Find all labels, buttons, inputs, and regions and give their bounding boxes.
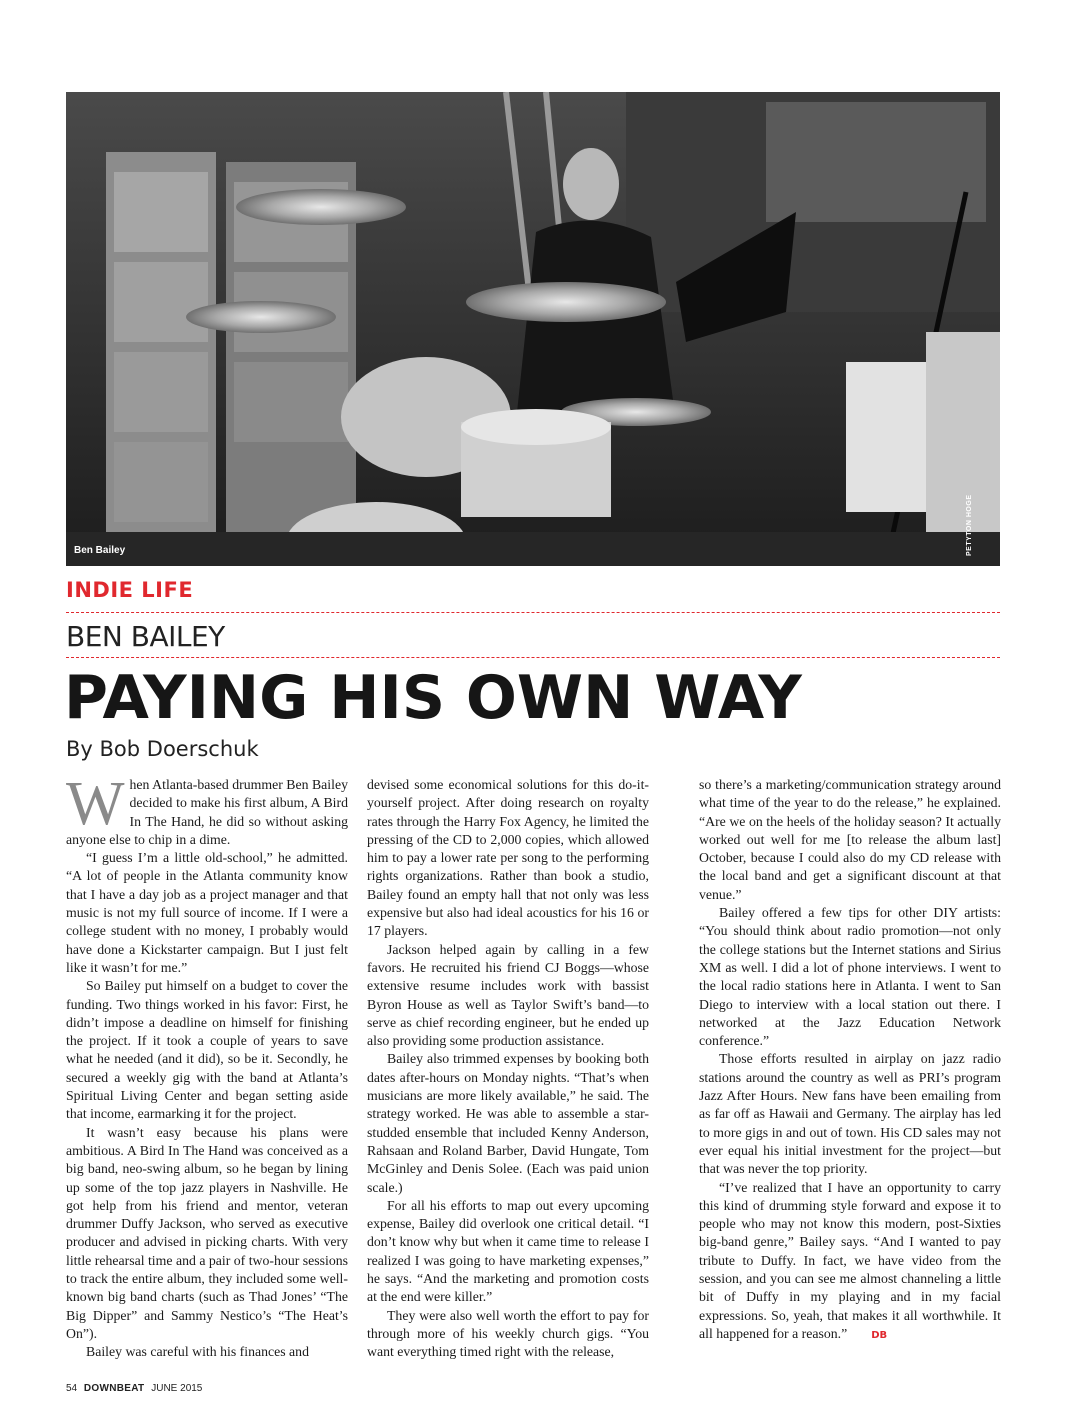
photo-credit: PETYTON HOGE — [966, 494, 973, 556]
paragraph: devised some economical solutions for this do-it-yourself project. After doing research on royalty rates through the Harry Fox Agency, he limited the pressing of the CD to 2,000 copies, which allowed him to pay a lower rate per song to the performing rights organizations. Rather than book a studio, Bailey found an empty hall that not only was less expensive but also had ideal acoustics for his 16 or 17 players. — [367, 777, 649, 939]
end-mark: DB — [871, 1329, 888, 1341]
byline: By Bob Doerschuk — [66, 737, 259, 761]
article-column-3 — [699, 776, 1001, 1345]
paragraph: “I’ve realized that I have an opportunity to carry this kind of drumming style forward and expose it to people who may not know this modern, post-Sixties big-band genre,” Bailey says. “And I wanted to pay tribute to Duffy. In fact, we have video from the session, and you can see me almost channeling a little bit of Duffy in my playing and in my facial expressions. So, yeah, that makes it all worthwhile. It all happened for a reason.” DB — [699, 1179, 1001, 1341]
divider — [66, 612, 1000, 613]
paragraph: so there’s a marketing/communication strategy around what time of the year to do the release,” he explained. “Are we on the heels of the holiday season? It actually worked out well for me [to release the album last] October, because I could also do my CD release with the local band and get a significant discount at that venue.” — [699, 777, 1001, 902]
paragraph: Jackson helped again by calling in a few favors. He recruited his friend CJ Boggs—whose extensive resume includes work with bassist Byron House as well as Taylor Swift’s band—to serve as chief recording engineer, but he ended up also providing some production assistance. — [367, 941, 649, 1049]
photo-caption: Ben Bailey — [74, 545, 126, 556]
paragraph: It wasn’t easy because his plans were ambitious. A Bird In The Hand was conceived as a big band, neo-swing album, so he began by lining up some of the top jazz players in Nashville. He got help from his friend and mentor, veteran drummer Duffy Jackson, who served as executive producer and advised in picking charts. With very little rehearsal time and a pair of two-hour sessions to track the entire album, they included some well-known big band charts (such as Thad Jones’ “The Big Dipper” and Sammy Nestico’s “The Heat’s On”). — [66, 1124, 348, 1341]
issue-date: JUNE 2015 — [151, 1383, 203, 1394]
paragraph: Those efforts resulted in airplay on jazz radio stations around the country as well as PRI’s program Jazz After Hours. New fans have been emailing from as far off as Hawaii and Germany. The airplay has led to more gigs in and out of town. His CD sales may not ever equal his initial investment for the project—but that was never the top priority. — [699, 1051, 1001, 1177]
paragraph: Bailey also trimmed expenses by booking both dates after-hours on Monday nights. “That’s when musicians are more likely available,” he said. The strategy worked. He was able to assemble a star-studded ensemble that included Kenny Anderson, Rahsaan and Roland Barber, David Hungate, Tom McGinley and Denis Solee. (Each was paid union scale.) — [367, 1051, 649, 1195]
page-number: 54 — [66, 1383, 78, 1394]
drummer-photo — [66, 92, 1000, 566]
magazine-name: DOWNBEAT — [83, 1383, 145, 1394]
paragraph: They were also well worth the effort to pay for through more of his weekly church gigs. “You want everything timed right with the release, — [367, 1307, 649, 1360]
headline: PAYING HIS OWN WAY — [64, 663, 802, 733]
paragraph: So Bailey put himself on a budget to cover the funding. Two things worked in his favor: First, he didn’t impose a deadline on himself for finishing the project. If it took a couple of years to save what he needed (and it did), so be it. Secondly, he secured a weekly gig with the band at Atlanta’s Spiritual Living Center and began setting aside that income, earmarking it for the project. — [66, 978, 348, 1122]
divider — [66, 657, 1000, 658]
paragraph: Bailey offered a few tips for other DIY artists: “You should think about radio promotion—not only the college stations but the Internet stations and Sirius XM as well. I did a lot of phone interviews. I went to the local radio stations here in Atlanta. I went to San Diego to interview with a local station out there. I networked at the Jazz Education Network conference.” — [699, 905, 1001, 1049]
article-column-2 — [367, 776, 649, 1362]
paragraph: When Atlanta-based drummer Ben Bailey decided to make his first album, A Bird In The Hand, he did so without asking anyone else to chip in a dime. — [66, 770, 348, 847]
paragraph: For all his efforts to map out every upcoming expense, Bailey did overlook one critical detail. “I don’t know why but when it came time to release I realized I was going to have marketing expenses,” he says. “And the marketing and promotion costs at the end were killer.” — [367, 1197, 649, 1305]
article-kicker: BEN BAILEY — [66, 620, 225, 653]
paragraph: Bailey was careful with his finances and — [86, 1344, 309, 1360]
paragraph: “I guess I’m a little old-school,” he admitted. “A lot of people in the Atlanta community know that I have a day job as a project manager and that music is not my full source of income. If I were a college student with no money, I probably would have done a Kickstarter campaign. But I just felt like it wasn’t for me.” — [66, 850, 348, 975]
drop-cap: W — [66, 770, 125, 838]
page-footer — [66, 1383, 202, 1394]
section-label: INDIE LIFE — [66, 578, 194, 602]
article-column-1 — [66, 770, 348, 1362]
